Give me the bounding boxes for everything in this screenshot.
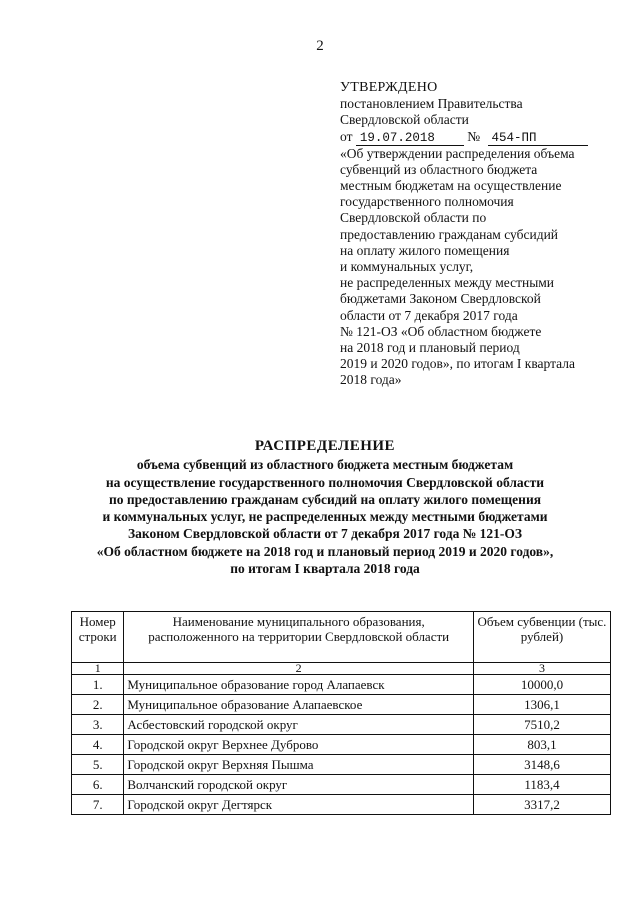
column-number: 2 — [124, 663, 474, 675]
document-title-main: РАСПРЕДЕЛЕНИЕ — [254, 438, 396, 454]
approval-title-line: местным бюджетам на осуществление — [340, 178, 562, 194]
number-prefix: № — [467, 128, 481, 144]
header-municipality: Наименование муниципального образования, расположенного на территории Свердловской области — [124, 612, 474, 663]
row-number: 6. — [72, 775, 124, 795]
approval-title-line: и коммунальных услуг, — [340, 259, 474, 275]
header-amount: Объем субвенции (тыс. рублей) — [473, 612, 610, 663]
approval-line-1: постановлением Правительства — [340, 96, 523, 112]
approval-title-line: государственного полномочия — [340, 194, 514, 210]
row-number: 2. — [72, 695, 124, 715]
approval-title-line: предоставлению гражданам субсидий — [340, 226, 559, 242]
approval-title-line: «Об утверждении распределения объема — [340, 145, 575, 161]
column-number: 3 — [473, 663, 610, 675]
approval-line-2: Свердловской области — [340, 112, 469, 128]
subvention-amount: 3317,2 — [473, 795, 610, 815]
subvention-amount: 803,1 — [473, 735, 610, 755]
approval-date: 19.07.2018 — [356, 131, 464, 146]
row-number: 4. — [72, 735, 124, 755]
municipality-name: Волчанский городской округ — [124, 775, 474, 795]
municipality-name: Городской округ Верхнее Дуброво — [124, 735, 474, 755]
approval-block — [340, 80, 625, 389]
approval-heading: УТВЕРЖДЕНО — [340, 80, 438, 95]
column-number-row — [72, 663, 611, 675]
approval-date-line — [340, 129, 625, 146]
document-title-line: объема субвенций из областного бюджета местным бюджетам — [136, 457, 514, 473]
table-row — [72, 755, 611, 775]
table-row — [72, 735, 611, 755]
municipality-name: Городской округ Верхняя Пышма — [124, 755, 474, 775]
document-title-line: по итогам I квартала 2018 года — [230, 561, 420, 577]
table-row — [72, 695, 611, 715]
subvention-amount: 10000,0 — [473, 675, 610, 695]
row-number: 3. — [72, 715, 124, 735]
approval-title-line: субвенций из областного бюджета — [340, 161, 538, 177]
approval-title-line: на оплату жилого помещения — [340, 242, 510, 258]
approval-title-line: области от 7 декабря 2017 года — [340, 307, 518, 323]
municipality-name: Муниципальное образование Алапаевское — [124, 695, 474, 715]
approval-number: 454-ПП — [488, 131, 588, 146]
approval-title-line: № 121-ОЗ «Об областном бюджете — [340, 323, 542, 339]
approval-title-line: на 2018 год и плановый период — [340, 340, 520, 356]
document-title-line: «Об областном бюджете на 2018 год и плановый период 2019 и 2020 годов», — [96, 543, 554, 559]
document-title — [60, 438, 590, 577]
table-header-row — [72, 612, 611, 663]
table-row — [72, 775, 611, 795]
approval-title-line: бюджетами Законом Свердловской — [340, 291, 541, 307]
municipality-name: Городской округ Дегтярск — [124, 795, 474, 815]
row-number: 7. — [72, 795, 124, 815]
table-row — [72, 675, 611, 695]
approval-title-line: Свердловской области по — [340, 210, 487, 226]
row-number: 5. — [72, 755, 124, 775]
municipality-name: Муниципальное образование город Алапаевск — [124, 675, 474, 695]
column-number: 1 — [72, 663, 124, 675]
subvention-amount: 1183,4 — [473, 775, 610, 795]
document-title-line: по предоставлению гражданам субсидий на оплату жилого помещения — [108, 491, 542, 507]
subvention-amount: 7510,2 — [473, 715, 610, 735]
date-prefix: от — [340, 128, 353, 144]
approval-title-line: не распределенных между местными — [340, 275, 555, 291]
header-row-number: Номер строки — [72, 612, 124, 663]
table-row — [72, 715, 611, 735]
page-number: 2 — [316, 38, 324, 54]
document-title-line: и коммунальных услуг, не распределенных между местными бюджетами — [102, 509, 548, 525]
subvention-amount: 3148,6 — [473, 755, 610, 775]
municipality-name: Асбестовский городской округ — [124, 715, 474, 735]
document-title-line: Законом Свердловской области от 7 декабря 2017 года № 121-ОЗ — [127, 526, 523, 542]
table-row — [72, 795, 611, 815]
distribution-table — [71, 611, 611, 815]
row-number: 1. — [72, 675, 124, 695]
approval-title-line: 2018 года» — [340, 372, 402, 388]
document-title-line: на осуществление государственного полномочия Свердловской области — [105, 474, 545, 490]
subvention-amount: 1306,1 — [473, 695, 610, 715]
approval-title-line: 2019 и 2020 годов», по итогам I квартала — [340, 356, 575, 372]
